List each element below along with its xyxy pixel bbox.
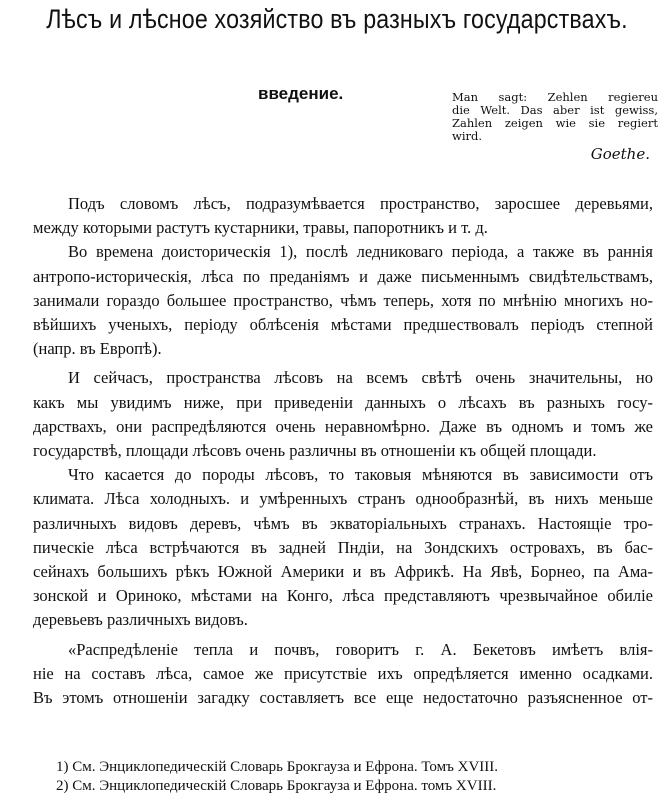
paragraph-line: И сейчасъ, пространства лѣсовъ на всемъ свѣтѣ очень значительны, но [68,368,653,388]
paragraph-line: климата. Лѣса холодныхъ. и умѣренныхъ странъ однообразнѣй, въ нихъ меньше [33,489,653,509]
epigraph-line: die Welt. Das aber ist gewiss, [452,103,658,117]
paragraph-line: Въ этомъ отношеніи загадку составляетъ все еще недостаточно разъясненное от- [33,688,653,708]
paragraph-line: Что касается до породы лѣсовъ, то таковыя мѣняются въ зависимости отъ [68,465,653,485]
paragraph-line: деревьевъ различныхъ видовъ. [33,610,248,630]
paragraph-line: государствѣ, площади лѣсовъ очень различны въ отношеніи къ общей площади. [33,441,597,461]
paragraph-line: Во времена доисторическія 1), послѣ ледниковаго періода, а также въ раннія [68,242,653,262]
paragraph-line: (напр. въ Европѣ). [33,339,162,359]
body-text [33,192,653,710]
paragraph-line: вѣйшихъ ученыхъ, періоду облѣсенія мѣстами предшествовалъ періодъ степной [33,315,653,335]
footnote: 1) См. Энциклопедическій Словарь Брокгауза и Ефрона. Томъ XVIII. [56,759,499,775]
epigraph-author: Goethe. [590,145,650,163]
paragraph-line: «Распредѣленіе тепла и почвъ, говоритъ г. А. Бекетовъ имѣетъ влія- [68,639,653,659]
paragraph-line: какъ мы увидимъ ниже, при приведеніи данныхъ о лѣсахъ въ разныхъ госу- [33,392,653,412]
page-title: Лѣсъ и лѣсное хозяйство въ разныхъ государствахъ. [46,4,628,34]
footnotes [56,758,498,796]
paragraph-line: дарствахъ, они распредѣляются очень неравномѣрно. Даже въ одномъ и томъ же [33,416,653,436]
paragraph-line: Подъ словомъ лѣсъ, подразумѣвается пространство, заросшее деревьями, [68,194,653,213]
paragraph-line: между которыми растутъ кустарники, травы, папоротникъ и т. д. [33,218,488,238]
paragraph-line: антропо-историческія, лѣса по преданіямъ и даже письменнымъ свидѣтельствамъ, [33,266,653,286]
paragraph-line: зонской и Ориноко, мѣстами на Конго, лѣса представляютъ чрезвычайное обиліе [33,586,653,606]
epigraph-line: Zahlen zeigen wie sie regiert [452,116,658,130]
paragraph-line: пическіе лѣса встрѣчаются въ задней Пндіи, на Зондскихъ островахъ, въ бас- [33,537,653,557]
section-heading: введение. [258,84,344,103]
footnote: 2) См. Энциклопедическій Словарь Брокгауза и Ефрона. томъ XVIII. [56,778,497,794]
paragraph-line: различныхъ видовъ деревъ, чѣмъ въ экваторіальныхъ странахъ. Настоящіе тро- [33,513,653,533]
paragraph-line: ніе на составъ лѣса, самое же присутствіе ихъ опредѣляется именно осадками. [33,663,653,683]
paragraph-line: занимали гораздо большее пространство, чѣмъ теперь, хотя по мнѣнію многихъ но- [33,290,653,310]
epigraph-line: Man sagt: Zehlen regiereu [452,90,658,104]
epigraph [452,91,658,161]
epigraph-line: wird. [452,129,483,143]
paragraph-line: сейнахъ большихъ рѣкъ Южной Америки и въ Африкѣ. На Явѣ, Борнео, па Ама- [33,562,653,582]
